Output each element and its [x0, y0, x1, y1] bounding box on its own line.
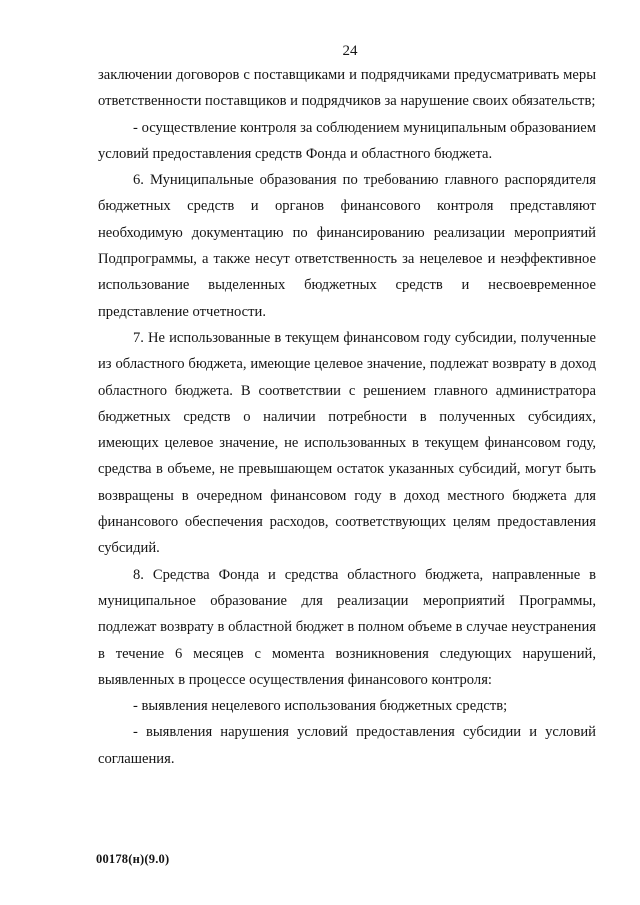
document-body: [98, 62, 596, 772]
paragraph-continuation: заключении договоров с поставщиками и подрядчиками предусматривать меры ответственности поставщиков и подрядчиков за нарушение своих обязательств;: [98, 67, 596, 110]
paragraph-item-6: 6. Муниципальные образования по требованию главного распорядителя бюджетных средств и органов финансового контроля представляют необходимую документацию по финансированию реализации мероприятий Подпрограммы, а также несут ответственность за нецелевое и неэффективное использование выделенных бюджетных средств и несвоевременное представление отчетности.: [98, 172, 596, 320]
page-number: 24: [342, 43, 358, 59]
paragraph-item-7: 7. Не использованные в текущем финансовом году субсидии, полученные из областного бюджета, имеющие целевое значение, подлежат возврату в доход областного бюджета. В соответствии с решением главного администратора бюджетных средств о наличии потребности в полученных субсидиях, имеющих целевое значение, не использованных в текущем финансовом году, средства в объеме, не превышающем остаток указанных субсидий, могут быть возвращены в очередном финансовом году в доход местного бюджета для финансового обеспечения расходов, соответствующих целям предоставления субсидий.: [98, 329, 596, 557]
footer-document-code: 00178(н)(9.0): [96, 852, 170, 866]
paragraph-control-item: - осуществление контроля за соблюдением муниципальным образованием условий предоставления средств Фонда и областного бюджета.: [98, 119, 596, 162]
paragraph-violation-item-2: - выявления нарушения условий предоставления субсидии и условий соглашения.: [98, 724, 596, 767]
paragraph-violation-item-1: - выявления нецелевого использования бюджетных средств;: [133, 698, 508, 715]
paragraph-item-8: 8. Средства Фонда и средства областного бюджета, направленные в муниципальное образование для реализации мероприятий Программы, подлежат возврату в областной бюджет в полном объеме в случае неустранения в течение 6 месяцев с момента возникновения следующих нарушений, выявленных в процессе осуществления финансового контроля:: [98, 566, 596, 688]
